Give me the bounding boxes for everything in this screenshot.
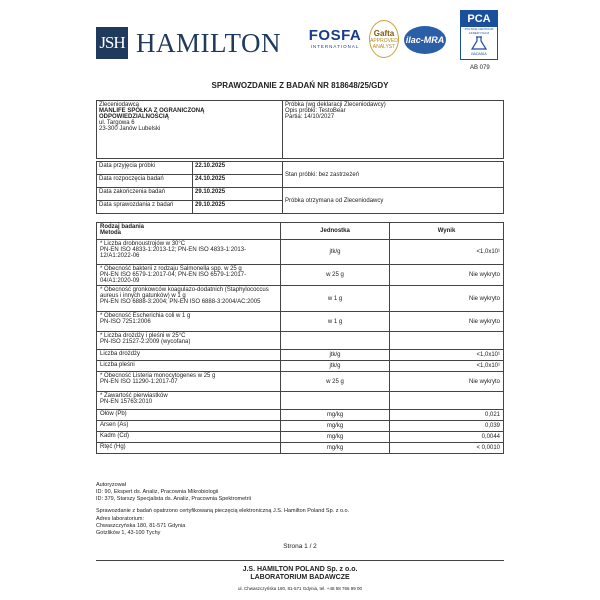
pca-logo-sub: POLSKIE CENTRUM AKREDYTACJI (464, 27, 494, 35)
table-row (97, 350, 504, 361)
lab-address-1: Chwaszczyńska 180, 81-571 Gdynia (96, 522, 186, 529)
report-title: SPRAWOZDANIE Z BADAŃ NR 818648/25/GDY (211, 81, 389, 90)
dates-table (96, 161, 504, 214)
row-name: * Liczba drożdży i pleśni w 25°C (100, 333, 186, 339)
table-row (97, 240, 504, 265)
page-number: Strona 1 / 2 (283, 543, 317, 550)
row-name: * Zawartość pierwiastków (100, 393, 168, 399)
row-name: Rtęć (Hg) (97, 443, 281, 454)
table-row (97, 332, 504, 350)
row-method: PN-EN ISO 4833-1:2013-12; PN-EN ISO 4833-1:2013-12/A1:2022-06 (100, 247, 247, 259)
lab-address-block (96, 516, 185, 537)
row-unit (281, 392, 390, 410)
sample-label: Próbka (wg deklaracji Zleceniodawcy) (285, 102, 386, 108)
client-street: ul. Targowa 6 (99, 120, 135, 126)
date-value: 24.10.2025 (193, 175, 283, 188)
footer-company-name: J.S. HAMILTON POLAND Sp. z o.o. (242, 566, 358, 573)
row-name: Kadm (Cd) (97, 432, 281, 443)
table-row (97, 443, 504, 454)
client-table (96, 100, 504, 159)
row-name: * Obecność gronkowców koagulazo-dodatnich (Staphylococcus aureus i innych gatunków) w 1 g (100, 287, 269, 299)
row-name: Ołów (Pb) (97, 410, 281, 421)
results-table (96, 222, 504, 454)
row-unit: mg/kg (281, 443, 390, 454)
fosfa-logo-sub: INTERNATIONAL (310, 44, 360, 49)
results-header-result: Wynik (390, 223, 504, 240)
row-result: < 0,0010 (390, 443, 504, 454)
table-row (97, 312, 504, 332)
pca-logo (460, 10, 498, 60)
row-unit: w 1 g (281, 286, 390, 312)
row-method: PN-EN ISO 11290-1:2017-07 (100, 379, 178, 385)
signatory-1: ID: 90, Ekspert ds. Analiz, Pracownia Mikrobiologii (96, 488, 219, 495)
sample-state: Stan próbki: bez zastrzeżeń (283, 162, 504, 188)
pca-logo-bottom: BADANIA (471, 52, 487, 57)
footer-lab-name: LABORATORIUM BADAWCZE (250, 574, 350, 582)
client-name-line1: MANLIFE SPÓŁKA Z OGRANICZONĄ (99, 108, 205, 114)
row-result: Nie wykryto (390, 312, 504, 332)
row-unit: w 25 g (281, 372, 390, 392)
pca-logo-text: PCA (461, 11, 497, 27)
row-method: PN-ISO 21527-2:2009 (wycofana) (100, 339, 191, 345)
row-result: <1,0x10¹ (390, 350, 504, 361)
row-name: Liczba pleśni (97, 361, 281, 372)
client-label: Zleceniodawca (99, 102, 140, 108)
date-label: Data zakończenia badań (97, 188, 193, 201)
table-row (97, 432, 504, 443)
table-row (97, 410, 504, 421)
row-name: * Obecność Escherichia coli w 1 g (100, 313, 191, 319)
row-unit: jtk/g (281, 240, 390, 265)
row-method: PN-EN 15763:2010 (100, 399, 153, 405)
signatory-2: ID: 379, Starszy Specjalista ds. Analiz, Pracownia Spektrometrii (96, 495, 251, 502)
date-label: Data rozpoczęcia badań (97, 175, 193, 188)
table-row (97, 361, 504, 372)
row-result: 0,0044 (390, 432, 504, 443)
company-logo-text: HAMILTON (136, 28, 282, 58)
table-row (97, 421, 504, 432)
lab-address-label: Adres laboratorium: (96, 516, 144, 522)
row-unit: w 25 g (281, 265, 390, 286)
row-unit: jtk/g (281, 350, 390, 361)
sample-description: Opis próbki: TestoBear (285, 108, 346, 114)
lab-address-2: Gotzlików 1, 43-100 Tychy (96, 529, 161, 536)
row-unit: mg/kg (281, 421, 390, 432)
results-header-unit: Jednostka (281, 223, 390, 240)
sample-cell (283, 101, 504, 159)
row-name: * Obecność bakterii z rodzaju Salmonella spp. w 25 g (100, 266, 242, 272)
table-row (97, 372, 504, 392)
gafta-logo-sub: APPROVED (370, 37, 398, 44)
footer-divider (96, 560, 504, 561)
gafta-logo-analyst: ANALYST (372, 43, 396, 50)
date-value: 29.10.2025 (193, 188, 283, 201)
row-result: 0,021 (390, 410, 504, 421)
row-unit: mg/kg (281, 432, 390, 443)
footer-address: ul. Chwaszczyńska 180, 81-571 Gdynia, tel. +48 58 766 99 00 (238, 586, 362, 591)
client-city: 23-300 Janów Lubelski (99, 126, 161, 132)
row-method: PN-ISO 7251:2006 (100, 319, 151, 325)
accreditation-number: AB 079 (470, 65, 490, 71)
authorization-block (96, 482, 251, 503)
footer-company (0, 566, 600, 583)
header-method-label: Metoda (100, 230, 121, 236)
sample-origin: Próbka otrzymana od Zleceniodawcy (283, 188, 504, 214)
row-unit: mg/kg (281, 410, 390, 421)
row-result: <1,0x10¹ (390, 361, 504, 372)
seal-note: Sprawozdanie z badań opatrzono certyfikowaną pieczęcią elektroniczną J.S. Hamilton Poland Sp. z o.o. (96, 508, 350, 514)
sample-batch: Partia: 14/10/2027 (285, 114, 335, 120)
date-label: Data przyjęcia próbki (97, 162, 193, 175)
row-unit: jtk/g (281, 361, 390, 372)
row-unit: w 1 g (281, 312, 390, 332)
row-name: Arsen (As) (97, 421, 281, 432)
client-cell (97, 101, 283, 159)
ilac-logo-text: ilac-MRA (404, 26, 446, 54)
fosfa-logo (307, 27, 363, 49)
date-value: 29.10.2025 (193, 201, 283, 214)
date-label: Data sprawozdania z badań (97, 201, 193, 214)
header-param-label: Rodzaj badania (100, 224, 145, 230)
table-row (97, 286, 504, 312)
row-result: Nie wykryto (390, 372, 504, 392)
gafta-logo (369, 20, 399, 58)
authorization-label: Autoryzował (96, 482, 126, 488)
row-result: Nie wykryto (390, 265, 504, 286)
client-name-line2: ODPOWIEDZIALNOŚCIĄ (99, 114, 169, 120)
company-logo-mark: JSH (96, 27, 128, 59)
table-row (97, 392, 504, 410)
pca-flask-icon (469, 36, 489, 50)
row-method: PN-EN ISO 6579-1:2017-04; PN-EN ISO 6579-1:2017-04/A1:2020-09 (100, 272, 247, 284)
row-result: <1,0x10¹ (390, 240, 504, 265)
gafta-logo-text: Gafta (373, 28, 395, 38)
row-method: PN-EN ISO 6888-3:2004; PN-EN ISO 6888-3:2004/AC:2005 (100, 299, 261, 305)
fosfa-logo-text: FOSFA (308, 27, 362, 44)
table-row (97, 265, 504, 286)
row-result (390, 332, 504, 350)
row-unit (281, 332, 390, 350)
row-result: Nie wykryto (390, 286, 504, 312)
results-header-param (97, 223, 281, 240)
row-name: * Liczba drobnoustrojów w 30°C (100, 241, 186, 247)
row-name: Liczba drożdży (97, 350, 281, 361)
row-result (390, 392, 504, 410)
date-value: 22.10.2025 (193, 162, 283, 175)
row-name: * Obecność Listeria monocytogenes w 25 g (100, 373, 216, 379)
ilac-logo (404, 26, 446, 56)
row-result: 0,039 (390, 421, 504, 432)
